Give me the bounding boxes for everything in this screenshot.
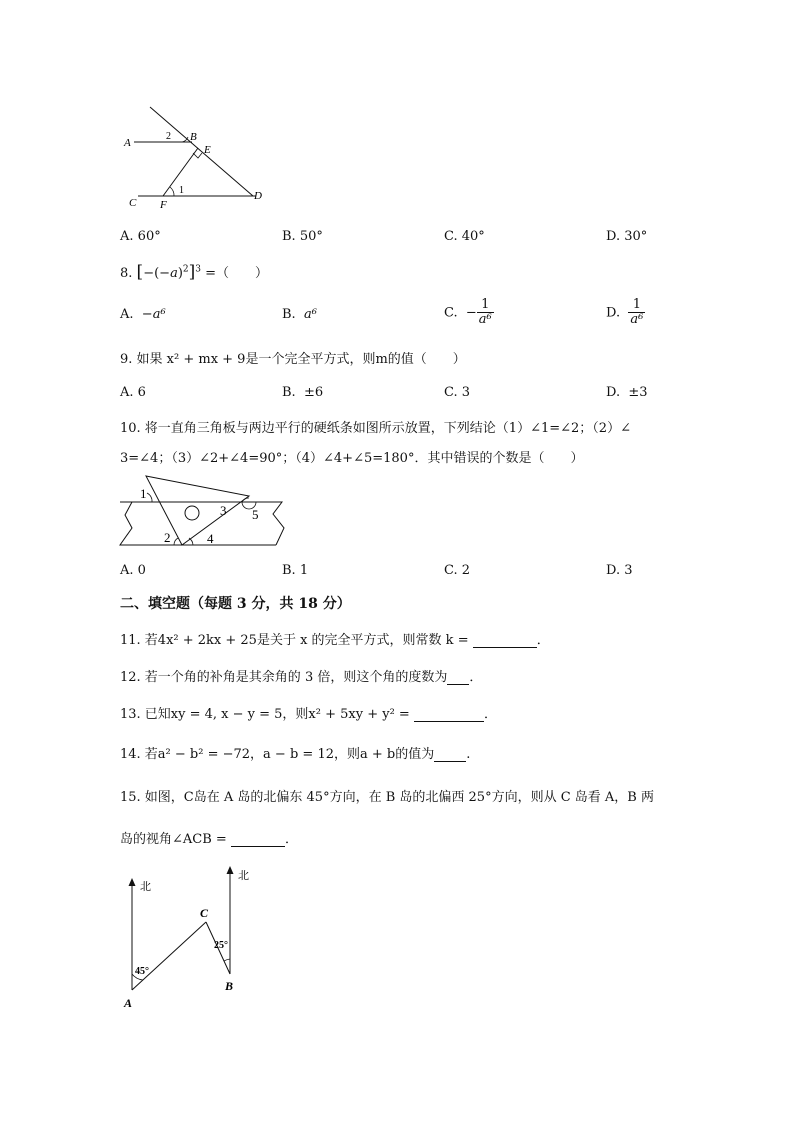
- q8-option-a: A. −a⁶: [120, 307, 166, 322]
- fig15-angle-45: 45°: [135, 966, 149, 977]
- q9-option-b: B. ±6: [282, 385, 324, 400]
- section-2-heading: 二、填空题（每题 3 分，共 18 分）: [120, 596, 351, 612]
- q8-option-c: C. − $\frac{1}{\text{a⁶}}$: [444, 297, 492, 328]
- q15-stem-line1: 15. 如图，C岛在 A 岛的北偏东 45°方向，在 B 岛的北偏西 25°方向，则从 C 岛看 A，B 两: [120, 790, 654, 805]
- fig15-label-c: C: [200, 906, 209, 920]
- fig7-label-f: F: [160, 199, 167, 211]
- q10-stem-line2: 3=∠4；（3）∠2+∠4=90°；（4）∠4+∠5=180°．其中错误的个数是（ ）: [120, 451, 584, 466]
- q8-stem: 8. $[-(-a)^2]^3$ =（ ）: [120, 262, 269, 282]
- q9-option-a: A. 6: [120, 385, 146, 400]
- fig15-north-1: 北: [140, 881, 151, 893]
- q7-option-d: D. 30°: [606, 229, 648, 244]
- fig10-angle-2: 2: [164, 530, 171, 545]
- q7-option-c: C. 40°: [444, 229, 485, 244]
- q11-answer-blank[interactable]: [473, 632, 537, 648]
- fig7-label-a: A: [124, 137, 131, 149]
- q10-figure: [118, 472, 290, 552]
- fig15-label-b: B: [225, 979, 234, 993]
- q15-stem-line2: 岛的视角∠ACB = ．: [120, 832, 298, 847]
- fig10-angle-3: 3: [220, 503, 227, 518]
- q10-stem-line1: 10. 将一直角三角板与两边平行的硬纸条如图所示放置，下列结论（1）∠1=∠2；（2）∠: [120, 421, 631, 436]
- fig15-north-2: 北: [238, 870, 249, 882]
- q10-option-b: B. 1: [282, 563, 309, 578]
- fig7-label-c: C: [129, 197, 137, 209]
- q9-stem: 9. 如果 x² + mx + 9是一个完全平方式，则m的值（ ）: [120, 352, 466, 367]
- fig7-angle-1: 1: [179, 185, 184, 196]
- fig15-label-a: A: [124, 996, 133, 1010]
- q10-option-d: D. 3: [606, 563, 633, 578]
- q10-option-a: A. 0: [120, 563, 146, 578]
- q7-figure: [118, 100, 278, 215]
- q13: 13. 已知xy = 4, x − y = 5，则x² + 5xy + y² = ．: [120, 707, 497, 722]
- q12: 12. 若一个角的补角是其余角的 3 倍，则这个角的度数为 ．: [120, 670, 483, 685]
- q7-option-b: B. 50°: [282, 229, 323, 244]
- q9-option-d: D. ±3: [606, 385, 648, 400]
- q9-option-c: C. 3: [444, 385, 471, 400]
- q11: 11. 若4x² + 2kx + 25是关于 x 的完全平方式，则常数 k = ．: [120, 633, 550, 648]
- fig7-label-e: E: [204, 144, 211, 156]
- fig10-angle-5: 5: [252, 507, 259, 522]
- q7-option-a: A. 60°: [120, 229, 161, 244]
- q12-answer-blank[interactable]: [447, 669, 469, 685]
- fig7-angle-2: 2: [166, 131, 171, 142]
- q8-option-b: B. a⁶: [282, 307, 317, 322]
- q15-answer-blank[interactable]: [231, 831, 285, 847]
- fig15-angle-25: 25°: [214, 940, 228, 951]
- fig10-angle-1: 1: [140, 486, 147, 501]
- fig7-label-d: D: [254, 190, 262, 202]
- q14: 14. 若a² − b² = −72，a − b = 12，则a + b的值为 .: [120, 747, 471, 762]
- fig10-angle-4: 4: [207, 531, 214, 546]
- fig7-label-b: B: [190, 131, 197, 143]
- q14-answer-blank[interactable]: [434, 746, 466, 762]
- q13-answer-blank[interactable]: [414, 706, 484, 722]
- q10-option-c: C. 2: [444, 563, 471, 578]
- q15-figure: [118, 864, 258, 1012]
- q8-option-d: D. $\frac{1}{\text{a⁶}}$: [606, 297, 644, 328]
